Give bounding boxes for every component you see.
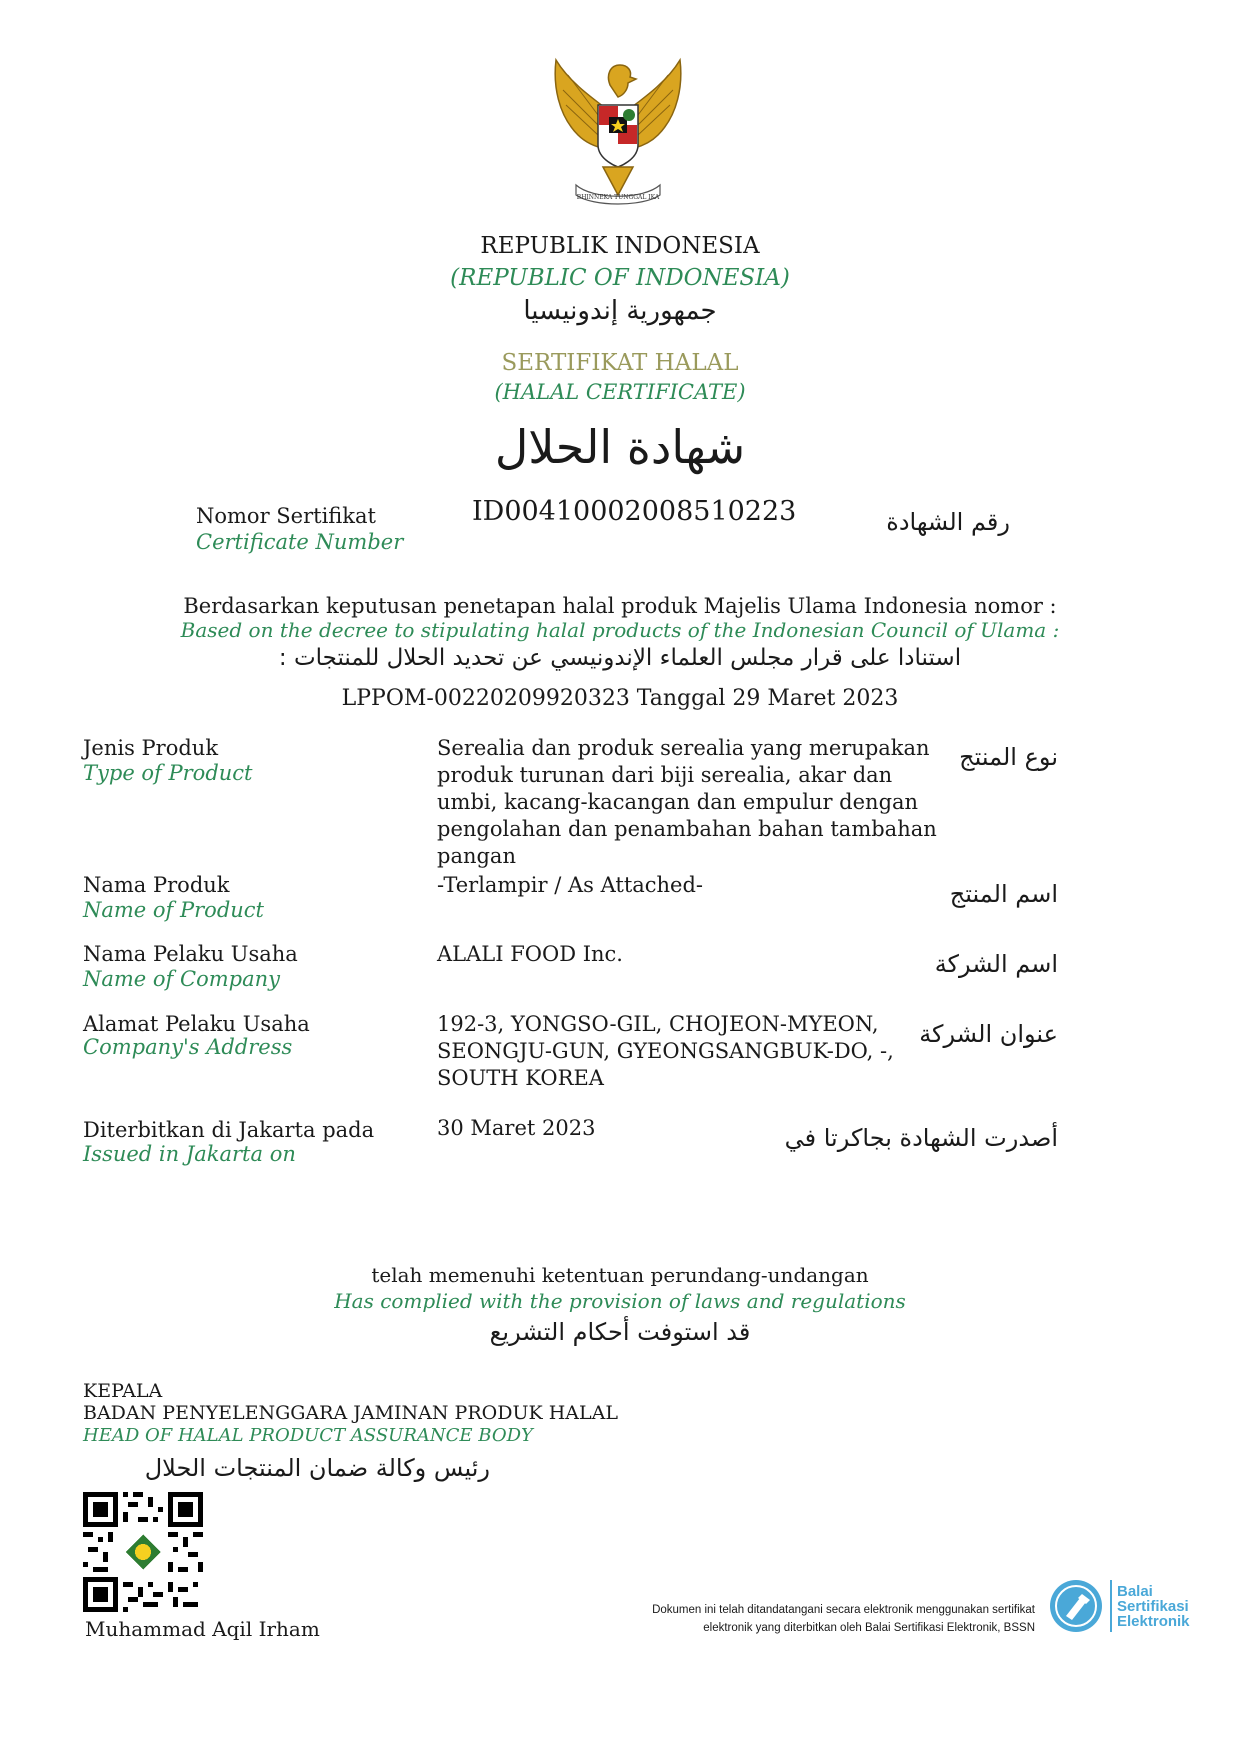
company-name-label-en: Name of Company: [83, 967, 280, 991]
certificate-number-label-ar: رقم الشهادة: [886, 508, 1010, 536]
svg-text:BHINNEKA TUNGGAL IKA: BHINNEKA TUNGGAL IKA: [576, 194, 660, 201]
bsre-logo-text: Balai Sertifikasi Elektronik: [1117, 1583, 1190, 1630]
issued-label: Diterbitkan di Jakarta pada: [83, 1118, 375, 1142]
decree-text-en: Based on the decree to stipulating halal products of the Indonesian Council of Ulama :: [180, 618, 1060, 642]
compliance-text-en: Has complied with the provision of laws and regulations: [334, 1289, 906, 1313]
company-address-label-ar: عنوان الشركة: [919, 1020, 1058, 1048]
decree-text-ar: استنادا على قرار مجلس العلماء الإندونيسي عن تحديد الحلال للمنتجات :: [278, 645, 962, 671]
issued-label-en: Issued in Jakarta on: [83, 1142, 296, 1166]
product-type-label-en: Type of Product: [83, 761, 253, 785]
bsre-logo-icon: [1048, 1578, 1104, 1634]
company-name-label-ar: اسم الشركة: [934, 950, 1058, 978]
certificate-title-en: (HALAL CERTIFICATE): [494, 380, 746, 404]
signatory-agency-ar: رئيس وكالة ضمان المنتجات الحلال: [144, 1454, 490, 1482]
signatory-title: KEPALA: [83, 1380, 163, 1402]
product-type-label: Jenis Produk: [83, 736, 219, 760]
company-address-value: 192-3, YONGSO-GIL, CHOJEON-MYEON, SEONGJU-GUN, GYEONGSANGBUK-DO, -, SOUTH KOREA: [437, 1012, 894, 1090]
qr-code[interactable]: [83, 1492, 203, 1612]
decree-number: LPPOM-00220209920323 Tanggal 29 Maret 2023: [341, 686, 899, 711]
country-name-ar: جمهورية إندونيسيا: [523, 296, 717, 326]
signatory-agency-en: HEAD OF HALAL PRODUCT ASSURANCE BODY: [83, 1425, 533, 1446]
country-name: REPUBLIK INDONESIA: [480, 233, 760, 259]
compliance-text-ar: قد استوفت أحكام التشريع: [489, 1318, 751, 1346]
certificate-title-ar: شهادة الحلال: [494, 420, 746, 474]
product-name-label-en: Name of Product: [83, 898, 264, 922]
company-address-label: Alamat Pelaku Usaha: [83, 1012, 310, 1036]
product-type-label-ar: نوع المنتج: [959, 743, 1058, 771]
company-name-value: ALALI FOOD Inc.: [437, 942, 623, 966]
certificate-title: SERTIFIKAT HALAL: [501, 350, 739, 376]
decree-text: Berdasarkan keputusan penetapan halal produk Majelis Ulama Indonesia nomor :: [183, 594, 1057, 618]
company-name-label: Nama Pelaku Usaha: [83, 942, 298, 966]
signatory-name: Muhammad Aqil Irham: [85, 1617, 320, 1641]
issued-date-value: 30 Maret 2023: [437, 1116, 596, 1140]
bsre-divider: [1110, 1580, 1112, 1632]
certificate-number: ID00410002008510223: [472, 496, 797, 527]
certificate-number-label-en: Certificate Number: [196, 530, 404, 554]
certificate-number-label: Nomor Sertifikat: [196, 504, 376, 528]
signatory-agency: BADAN PENYELENGGARA JAMINAN PRODUK HALAL: [83, 1402, 618, 1424]
company-address-label-en: Company's Address: [83, 1035, 293, 1059]
e-signature-note: Dokumen ini telah ditandatangani secara elektronik menggunakan sertifikat elektronik yang diterbitkan oleh Balai Sertifikasi Elektronik, BSSN: [652, 1604, 1035, 1634]
issued-label-ar: أصدرت الشهادة بجاكرتا في: [784, 1124, 1058, 1152]
garuda-emblem: [548, 55, 688, 210]
compliance-text: telah memenuhi ketentuan perundang-undangan: [371, 1263, 869, 1287]
product-type-value: Serealia dan produk serealia yang merupakan produk turunan dari biji serealia, akar dan umbi, kacang-kacangan dan empulur dengan pengolahan dan penambahan bahan tambahan pangan: [437, 736, 937, 868]
product-name-label: Nama Produk: [83, 873, 230, 897]
product-name-value: -Terlampir / As Attached-: [437, 873, 704, 897]
product-name-label-ar: اسم المنتج: [949, 880, 1058, 908]
country-name-en: (REPUBLIC OF INDONESIA): [450, 265, 790, 291]
